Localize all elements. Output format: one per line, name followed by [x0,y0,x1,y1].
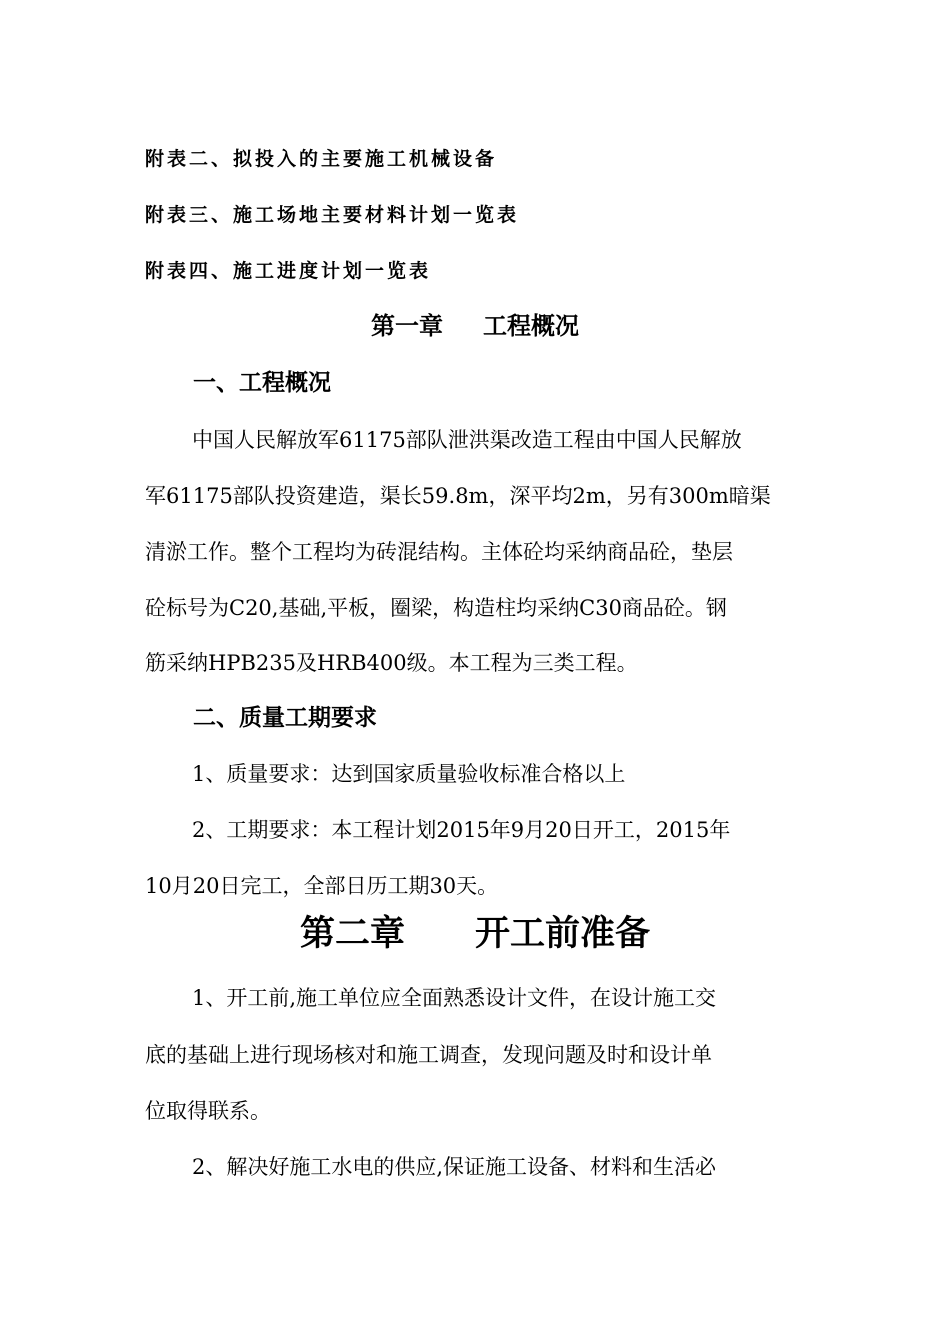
section-2-heading: 二、质量工期要求 [193,705,377,731]
chapter-1-number: 第一章 [371,312,443,340]
chapter-2-title: 开工前准备 [475,914,651,954]
chapter-2-item-1-line-3: 位取得联系。 [145,1099,271,1123]
section-1-line-2: 军61175部队投资建造，渠长59.8m，深平均2m，另有300m暗渠 [145,484,771,508]
section-1-line-4: 砼标号为C20,基础,平板，圈梁，构造柱均采纳C30商品砼。钢 [145,596,727,620]
appendix-3: 附表三、施工场地主要材料计划一览表 [145,204,520,226]
section-1-line-1: 中国人民解放军61175部队泄洪渠改造工程由中国人民解放 [192,428,742,452]
section-1-line-5: 筋采纳HPB235及HRB400级。本工程为三类工程。 [145,651,638,675]
chapter-2-heading [0,908,950,960]
schedule-line-1: 2、工期要求：本工程计划2015年9月20日开工，2015年 [192,818,731,842]
appendix-4: 附表四、施工进度计划一览表 [145,260,432,282]
chapter-2-number: 第二章 [299,914,405,954]
section-1-line-3: 清淤工作。整个工程均为砖混结构。主体砼均采纳商品砼，垫层 [145,540,733,564]
chapter-2-item-2-line-1: 2、解决好施工水电的供应,保证施工设备、材料和生活必 [192,1155,717,1179]
quality-requirement: 1、质量要求：达到国家质量验收标准合格以上 [192,762,626,786]
chapter-1-title: 工程概况 [483,312,579,340]
chapter-1-heading [0,308,950,344]
chapter-2-item-1-line-1: 1、开工前,施工单位应全面熟悉设计文件，在设计施工交 [192,986,717,1010]
chapter-2-item-1-line-2: 底的基础上进行现场核对和施工调查，发现问题及时和设计单 [145,1043,712,1067]
appendix-2: 附表二、拟投入的主要施工机械设备 [145,148,498,170]
section-1-heading: 一、工程概况 [193,370,331,396]
schedule-line-2: 10月20日完工，全部日历工期30天。 [145,874,499,898]
